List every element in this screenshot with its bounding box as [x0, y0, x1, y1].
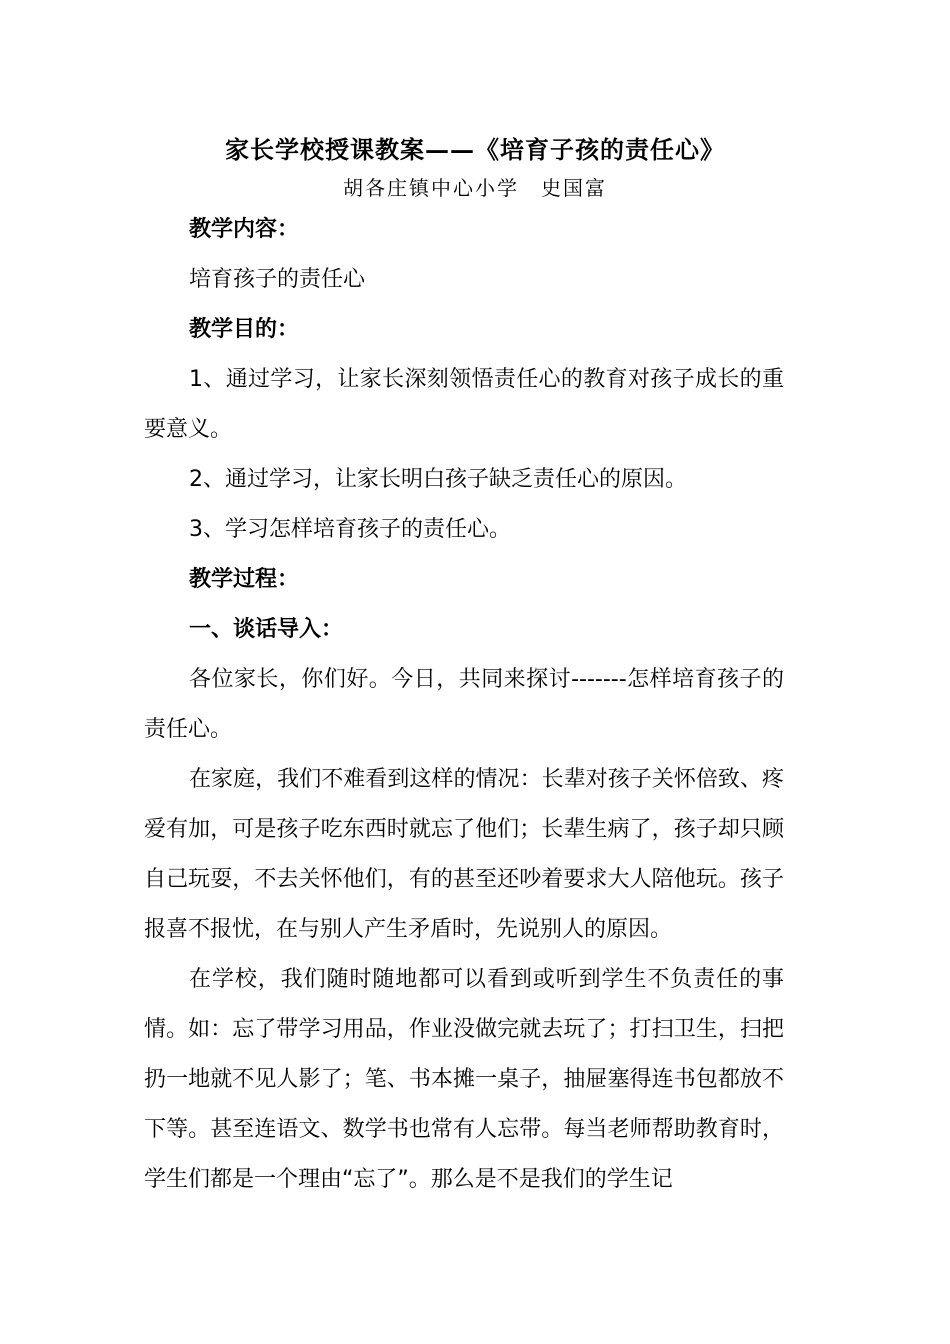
- paragraph-3: 在学校，我们随时随地都可以看到或听到学生不负责任的事情。如：忘了带学习用品，作业没做完就去玩了；打扫卫生，扫把扔一地就不见人影了；笔、书本摊一桌子，抽屉塞得连书包都放不下等。甚至连语文、数学书也常有人忘带。每当老师帮助教育时，学生们都是一个理由“忘了”。那么是不是我们的学生记: [144, 967, 784, 1192]
- goal-item-1: 1、通过学习，让家长深刻领悟责任心的教育对孩子成长的重要意义。: [144, 367, 784, 442]
- document-author-line: 胡各庄镇中心小学 史国富: [343, 176, 607, 200]
- document-title: 家长学校授课教案——《培育子孩的责任心》: [225, 135, 725, 164]
- goals-heading: 教学目的：: [189, 317, 300, 342]
- document-body: [144, 205, 784, 1205]
- content-heading: 教学内容：: [189, 217, 300, 242]
- paragraph-1: 各位家长，你们好。今日，共同来探讨-------怎样培育孩子的责任心。: [144, 667, 784, 742]
- goal-item-2: 2、通过学习，让家长明白孩子缺乏责任心的原因。: [189, 467, 687, 492]
- part1-heading: 一、谈话导入：: [189, 617, 344, 642]
- content-text: 培育孩子的责任心: [189, 267, 366, 292]
- paragraph-2: 在家庭，我们不难看到这样的情况：长辈对孩子关怀倍致、疼爱有加，可是孩子吃东西时就忘了他们；长辈生病了，孩子却只顾自己玩耍，不去关怀他们，有的甚至还吵着要求大人陪他玩。孩子报喜不报忧，在与别人产生矛盾时，先说别人的原因。: [144, 767, 784, 942]
- process-heading: 教学过程：: [189, 567, 300, 592]
- goal-item-3: 3、学习怎样培育孩子的责任心。: [189, 517, 511, 542]
